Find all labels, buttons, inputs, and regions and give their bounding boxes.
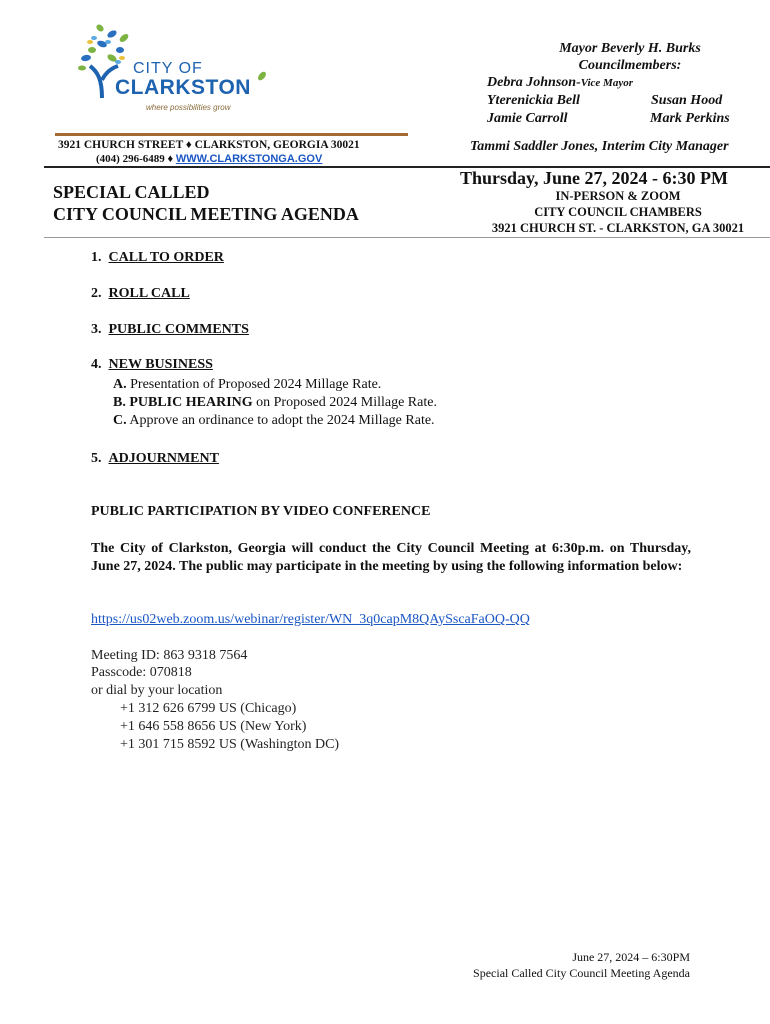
councilmember-3: Susan Hood — [651, 93, 723, 108]
meeting-id: Meeting ID: 863 9318 7564 — [91, 648, 248, 663]
subitem-bold-text: PUBLIC HEARING — [129, 395, 253, 410]
councilmember-4: Jamie Carroll — [487, 111, 568, 126]
agenda-item-call-to-order: CALL TO ORDER — [108, 250, 224, 265]
dial-number-new-york: +1 646 558 8656 US (New York) — [120, 719, 307, 734]
mayor-name: Mayor Beverly H. Burks — [559, 41, 701, 56]
footer-date: June 27, 2024 – 6:30PM — [572, 950, 690, 964]
subitem-letter: B. — [113, 395, 126, 410]
agenda-item — [91, 286, 190, 302]
agenda-item — [91, 250, 224, 266]
subitem-text: Approve an ordinance to adopt the 2024 Millage Rate. — [129, 413, 435, 428]
meeting-location: CITY COUNCIL CHAMBERS — [534, 205, 702, 219]
participation-heading: PUBLIC PARTICIPATION BY VIDEO CONFERENCE — [91, 504, 431, 519]
agenda-item-roll-call: ROLL CALL — [108, 286, 190, 301]
title-bottom-rule — [44, 237, 770, 238]
city-website-link[interactable]: WWW.CLARKSTONGA.GOV — [175, 153, 323, 165]
agenda-item-public-comments: PUBLIC COMMENTS — [108, 322, 249, 337]
subitem-letter: C. — [113, 413, 127, 428]
city-phone: (404) 296-6489 ♦ — [96, 153, 174, 165]
agenda-item-adjournment: ADJOURNMENT — [108, 451, 219, 466]
subitem-text: Presentation of Proposed 2024 Millage Rate. — [130, 377, 382, 392]
agenda-item-new-business: NEW BUSINESS — [108, 357, 213, 372]
vice-mayor-role: Vice Mayor — [580, 77, 633, 89]
city-address: 3921 CHURCH STREET ♦ CLARKSTON, GEORGIA 30021 — [58, 139, 360, 151]
agenda-subitem-b — [113, 395, 437, 411]
councilmember-1-name: Debra Johnson- — [487, 75, 581, 90]
subitem-letter: A. — [113, 377, 127, 392]
zoom-registration-link[interactable]: https://us02web.zoom.us/webinar/register/WN_3q0capM8QAySscaFaOQ-QQ — [91, 612, 530, 627]
logo-tagline: where possibilities grow — [146, 103, 231, 112]
city-contact — [96, 153, 322, 165]
participation-body: The City of Clarkston, Georgia will conduct the City Council Meeting at 6:30p.m. on Thursday, June 27, 2024. The public may participate in the meeting by using the following information below: — [91, 541, 691, 574]
agenda-item — [91, 322, 249, 338]
interim-city-manager: Tammi Saddler Jones, Interim City Manager — [470, 139, 729, 154]
footer-title: Special Called City Council Meeting Agenda — [473, 966, 690, 980]
agenda-item — [91, 357, 213, 373]
header-divider — [55, 133, 408, 136]
councilmember-5: Mark Perkins — [650, 111, 730, 126]
agenda-item-number: 4. — [91, 357, 102, 372]
meeting-title-line2: CITY COUNCIL MEETING AGENDA — [53, 204, 359, 224]
agenda-item-number: 5. — [91, 451, 102, 466]
subitem-text: on Proposed 2024 Millage Rate. — [256, 395, 437, 410]
meeting-title-line1: SPECIAL CALLED — [53, 182, 210, 202]
meeting-date: Thursday, June 27, 2024 - 6:30 PM — [460, 168, 729, 188]
dial-number-chicago: +1 312 626 6799 US (Chicago) — [120, 701, 297, 716]
logo-city-of: CITY OF — [133, 60, 203, 77]
councilmembers-label: Councilmembers: — [578, 58, 682, 73]
dial-number-washington: +1 301 715 8592 US (Washington DC) — [120, 737, 340, 752]
passcode: Passcode: 070818 — [91, 665, 192, 680]
meeting-format: IN-PERSON & ZOOM — [555, 189, 681, 203]
meeting-address: 3921 CHURCH ST. - CLARKSTON, GA 30021 — [491, 221, 745, 235]
agenda-item-number: 2. — [91, 286, 102, 301]
agenda-item-number: 1. — [91, 250, 102, 265]
agenda-subitem-c — [113, 413, 435, 429]
councilmember-1 — [487, 75, 633, 91]
logo-clarkston: CLARKSTON — [115, 76, 251, 99]
agenda-item — [91, 451, 219, 467]
councilmember-2: Yterenickia Bell — [487, 93, 580, 108]
dial-label: or dial by your location — [91, 683, 223, 698]
agenda-subitem-a — [113, 377, 381, 393]
agenda-item-number: 3. — [91, 322, 102, 337]
